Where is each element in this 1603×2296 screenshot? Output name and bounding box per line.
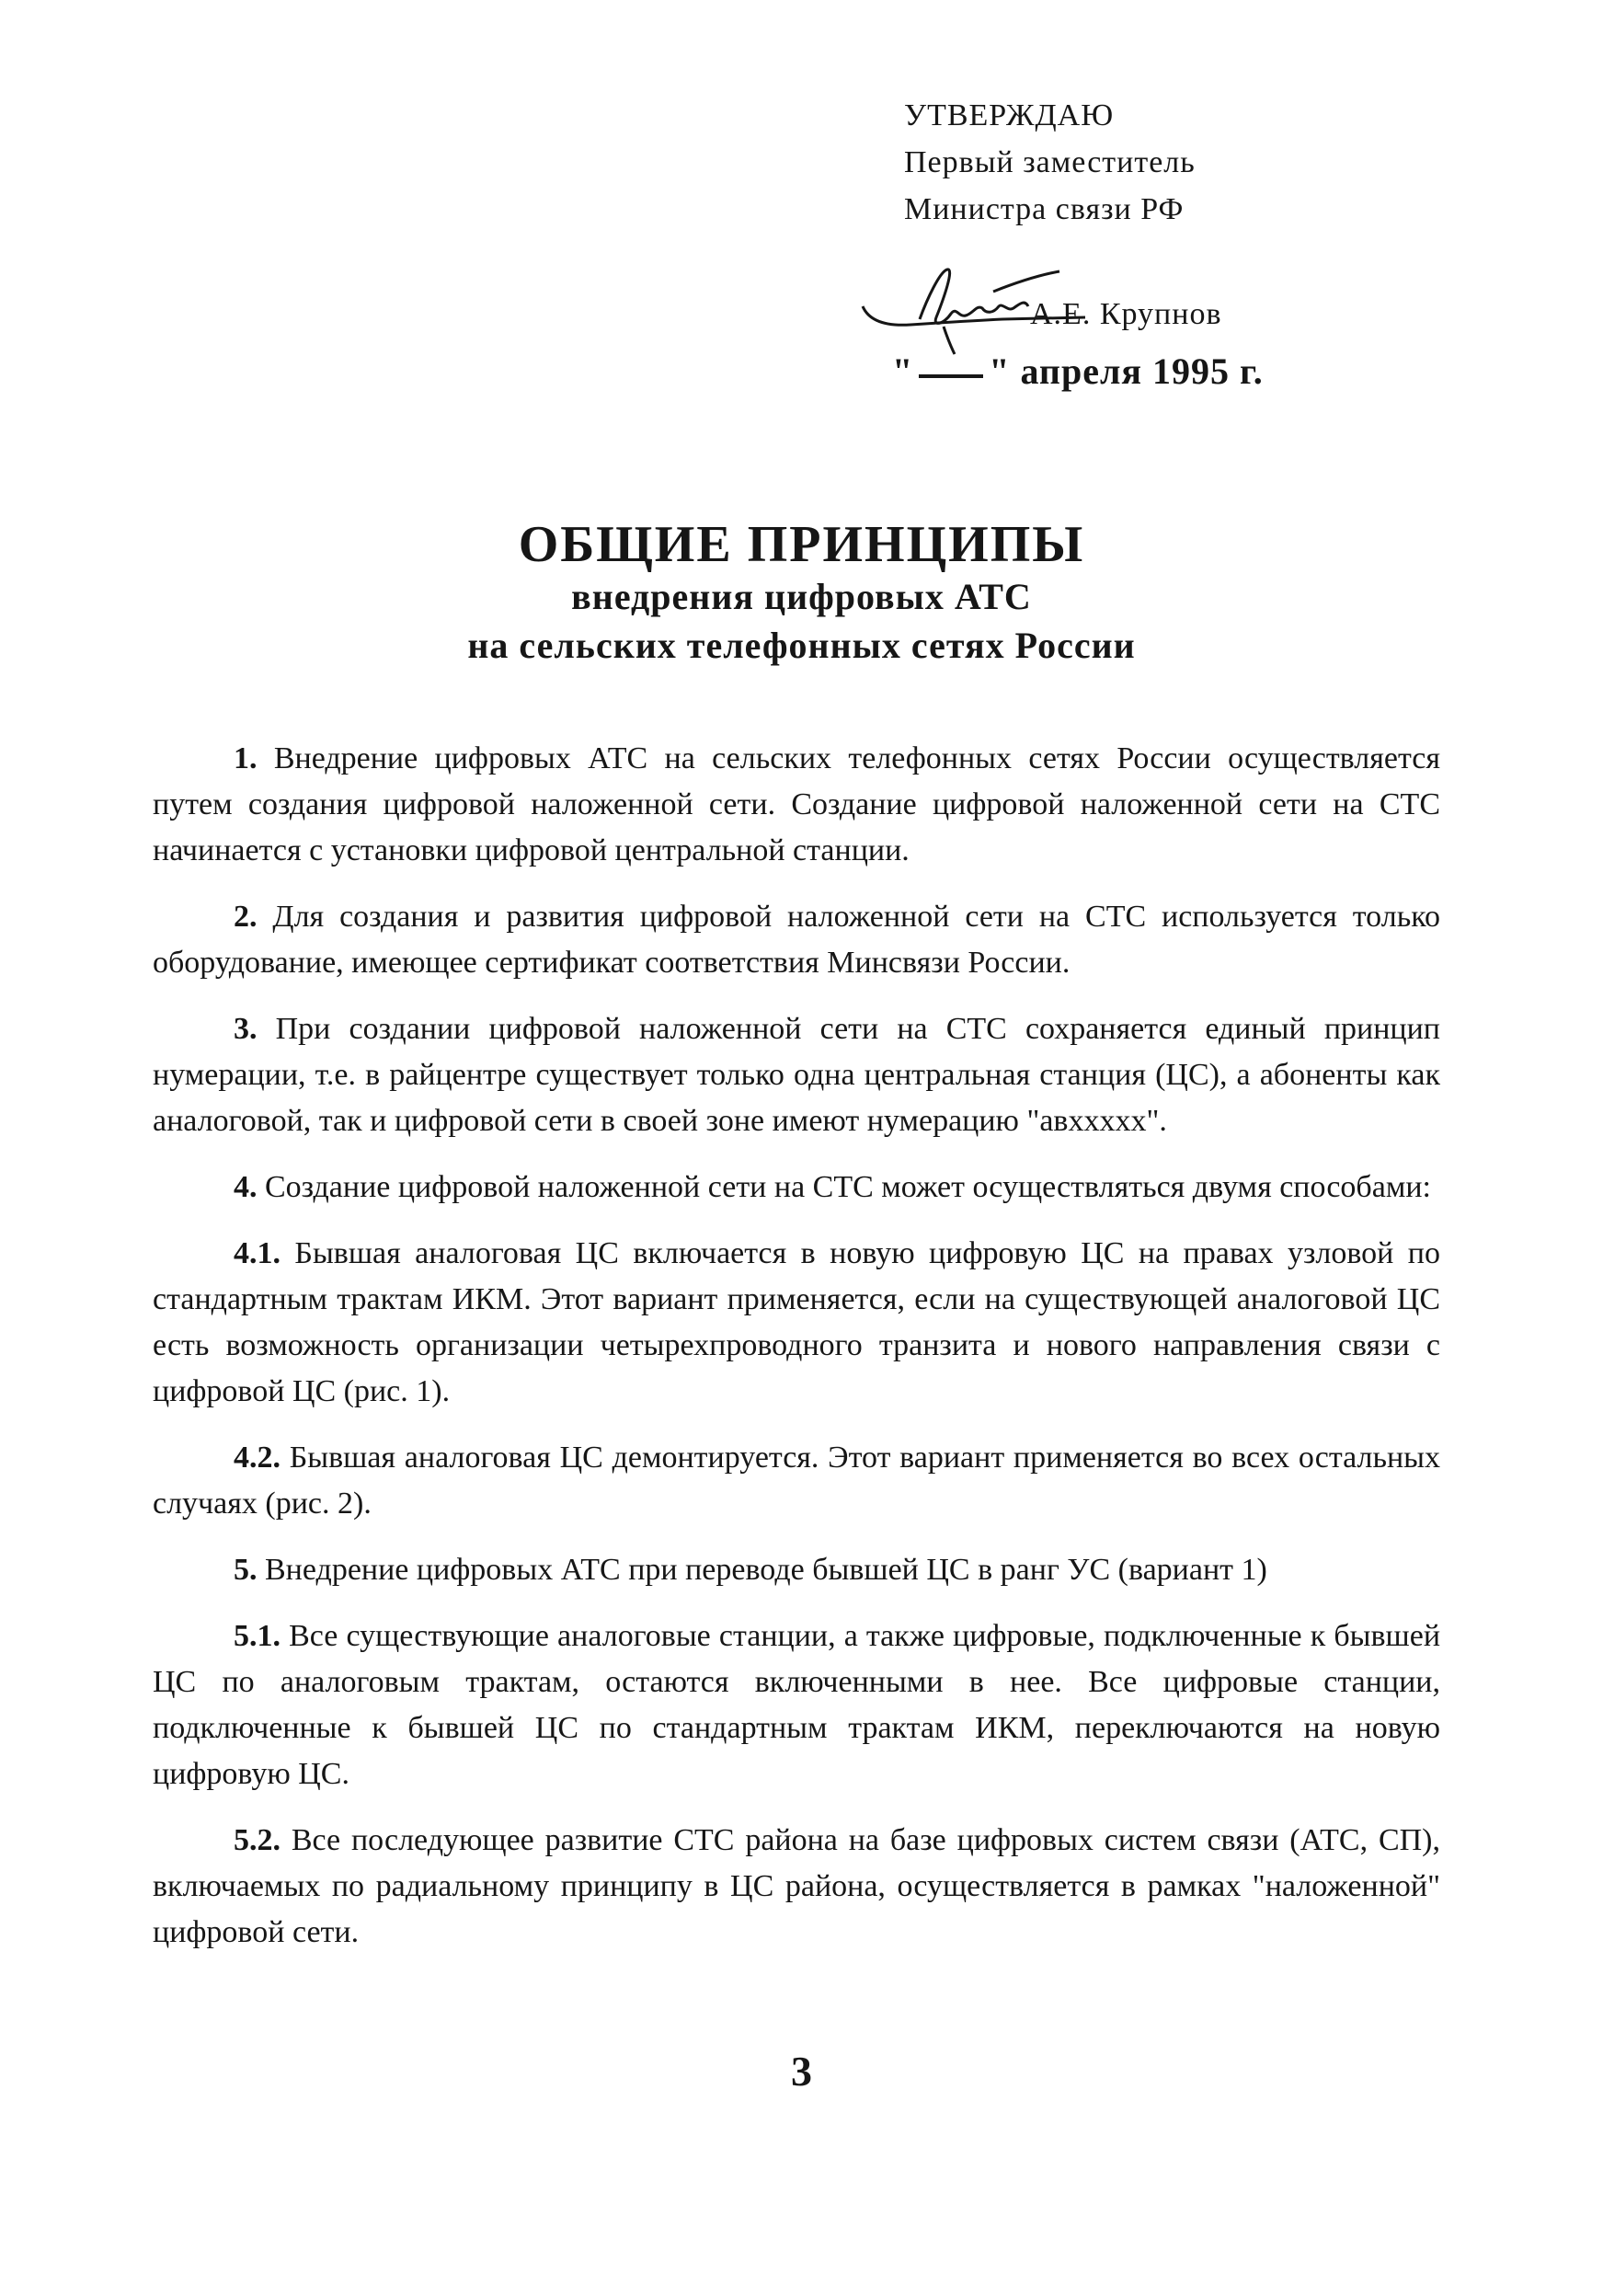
paragraph-5-2 xyxy=(153,1818,1440,1956)
paragraph-3 xyxy=(153,1006,1440,1144)
paragraph-text: Для создания и развития цифровой наложенной сети на СТС используется только оборудование, имеющее сертификат соответствия Минсвязи России. xyxy=(153,900,1440,980)
paragraph-4-1 xyxy=(153,1231,1440,1415)
document-subtitle-1: внедрения цифровых АТС xyxy=(571,576,1032,617)
signer-name: А.Е. Крупнов xyxy=(1030,297,1222,331)
paragraph-number: 3. xyxy=(234,1012,258,1046)
paragraph-2 xyxy=(153,894,1440,986)
document-body xyxy=(153,736,1440,1976)
paragraph-number: 5.2. xyxy=(234,1823,281,1857)
paragraph-text: Внедрение цифровых АТС при переводе бывшей ЦС в ранг УС (вариант 1) xyxy=(265,1553,1267,1587)
paragraph-number: 5.1. xyxy=(234,1619,281,1653)
approval-heading: УТВЕРЖДАЮ xyxy=(904,98,1115,132)
approval-date xyxy=(892,350,1264,393)
paragraph-number: 4.2. xyxy=(234,1441,281,1475)
document-subtitle-2: на сельских телефонных сетях России xyxy=(467,625,1136,666)
paragraph-number: 4. xyxy=(234,1170,258,1204)
approver-ministry: Министра связи РФ xyxy=(904,192,1185,226)
date-day-blank xyxy=(919,374,983,378)
paragraph-text: Создание цифровой наложенной сети на СТС может осуществляться двумя способами: xyxy=(265,1170,1431,1204)
date-month-year: апреля 1995 г. xyxy=(1020,350,1264,392)
paragraph-1 xyxy=(153,736,1440,874)
paragraph-number: 1. xyxy=(234,741,258,775)
paragraph-text: Бывшая аналоговая ЦС демонтируется. Этот вариант применяется во всех остальных случаях (рис. 2). xyxy=(153,1441,1440,1521)
paragraph-4-2 xyxy=(153,1435,1440,1527)
approval-block xyxy=(904,92,1548,233)
paragraph-5-1 xyxy=(153,1613,1440,1797)
paragraph-text: Все существующие аналоговые станции, а также цифровые, подключенные к бывшей ЦС по аналоговым трактам, остаются включенными в нее. Все цифровые станции, подключенные к бывшей ЦС по стандартным трактам ИКМ, переключаются на новую цифровую ЦС. xyxy=(153,1619,1441,1791)
date-close-quote: " xyxy=(989,350,1011,392)
document-title: ОБЩИЕ ПРИНЦИПЫ xyxy=(518,516,1085,573)
paragraph-text: При создании цифровой наложенной сети на СТС сохраняется единый принцип нумерации, т.е. в райцентре существует только одна центральная станция (ЦС), а абоненты как аналоговой, так и цифровой сети в своей зоне имеют нумерацию "авххххх". xyxy=(153,1012,1440,1138)
paragraph-number: 2. xyxy=(234,900,258,934)
page-number: 3 xyxy=(791,2048,812,2095)
paragraph-number: 4.1. xyxy=(234,1236,281,1270)
paragraph-text: Все последующее развитие СТС района на базе цифровых систем связи (АТС, СП), включаемых по радиальному принципу в ЦС района, осуществляется в рамках "наложенной" цифровой сети. xyxy=(153,1823,1440,1949)
date-open-quote: " xyxy=(892,350,914,392)
paragraph-5 xyxy=(153,1547,1440,1593)
signature-row xyxy=(855,262,1426,363)
paragraph-text: Бывшая аналоговая ЦС включается в новую цифровую ЦС на правах узловой по стандартным трактам ИКМ. Этот вариант применяется, если на существующей аналоговой ЦС есть возможность организации четырехпроводного транзита и нового направления связи с цифровой ЦС (рис. 1). xyxy=(153,1236,1440,1408)
paragraph-4 xyxy=(153,1165,1440,1211)
approver-position: Первый заместитель xyxy=(904,145,1196,179)
paragraph-text: Внедрение цифровых АТС на сельских телефонных сетях России осуществляется путем создания цифровой наложенной сети. Создание цифровой наложенной сети на СТС начинается с установки цифровой центральной станции. xyxy=(153,741,1440,867)
paragraph-number: 5. xyxy=(234,1553,258,1587)
